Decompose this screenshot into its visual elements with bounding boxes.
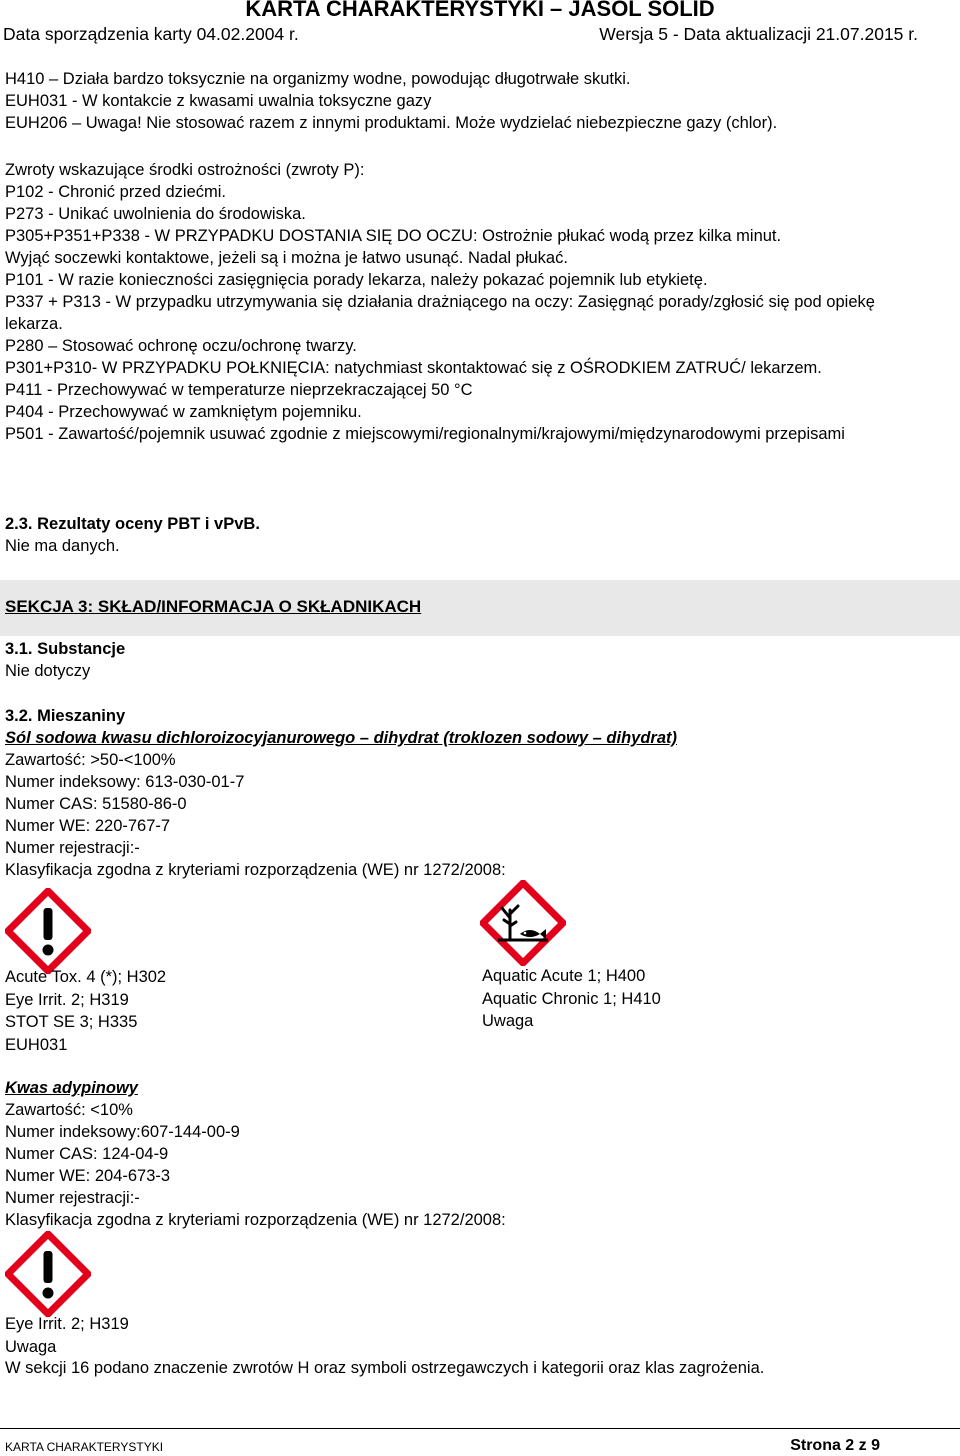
hazard-class: Eye Irrit. 2; H319 [5,990,129,1009]
p101: P101 - W razie konieczności zasięgnięcia porady lekarza, należy pokazać pojemnik lub etykietę. [5,271,708,289]
p305-line1: P305+P351+P338 - W PRZYPADKU DOSTANIA SIĘ DO OCZU: Ostrożnie płukać wodą przez kilka minut. [5,227,782,245]
footer-document-name: KARTA CHARAKTERYSTYKI [5,1440,164,1454]
substances-section [5,638,925,682]
exclamation-mark-icon [5,1231,91,1317]
component2-registration: Numer rejestracji:- [5,1189,140,1207]
p273: P273 - Unikać uwolnienia do środowiska. [5,205,306,223]
p102: P102 - Chronić przed dziećmi. [5,183,227,201]
hazard-statements [5,68,925,134]
hazard-h410: H410 – Działa bardzo toksycznie na organizmy wodne, powodując długotrwałe skutki. [5,70,631,88]
pbt-heading: 2.3. Rezultaty oceny PBT i vPvB. [5,515,260,533]
component2-name: Kwas adypinowy [5,1079,138,1097]
signal-word: Uwaga [5,1337,57,1356]
component1-name: Sól sodowa kwasu dichloroizocyjanurowego – dihydrat (troklozen sodowy – dihydrat) [5,729,678,747]
footer-divider [0,1428,960,1429]
p404: P404 - Przechowywać w zamkniętym pojemniku. [5,403,362,421]
component2-section [5,1077,925,1231]
component2-we: Numer WE: 204-673-3 [5,1167,171,1185]
component1-right-hazards [482,965,661,1033]
p301: P301+P310- W PRZYPADKU POŁKNIĘCIA: natychmiast skontaktować się z OŚRODKIEM ZATRUĆ/ lekarzem. [5,359,822,377]
component1-content: Zawartość: >50-<100% [5,751,176,769]
component2-cas: Numer CAS: 124-04-9 [5,1145,169,1163]
hazard-class: Aquatic Acute 1; H400 [482,967,646,985]
mixtures-section [5,705,925,881]
p280: P280 – Stosować ochronę oczu/ochronę twarzy. [5,337,357,355]
version-date: Wersja 5 - Data aktualizacji 21.07.2015 r. [599,24,918,44]
substances-text: Nie dotyczy [5,662,91,680]
exclamation-mark-icon [5,888,91,974]
signal-word: Uwaga [482,1012,534,1030]
component2-index: Numer indeksowy:607-144-00-9 [5,1123,240,1141]
pbt-section [5,513,925,557]
hazard-class: EUH031 [5,1035,68,1054]
p305-line2: Wyjąć soczewki kontaktowe, jeżeli są i można je łatwo usunąć. Nadal płukać. [5,249,568,267]
hazard-euh031: EUH031 - W kontakcie z kwasami uwalnia toksyczne gazy [5,92,432,110]
page-number: Strona 2 z 9 [790,1437,880,1454]
hazard-class: Aquatic Chronic 1; H410 [482,989,661,1008]
component2-content: Zawartość: <10% [5,1101,133,1119]
component1-registration: Numer rejestracji:- [5,839,140,857]
section16-note-block [5,1357,925,1379]
document-title: KARTA CHARAKTERYSTYKI – JASOL SOLID [245,0,715,21]
component1-left-hazards [5,966,166,1056]
substances-heading: 3.1. Substancje [5,640,126,658]
component1-cas: Numer CAS: 51580-86-0 [5,795,187,813]
component1-we: Numer WE: 220-767-7 [5,817,171,835]
precautionary-heading: Zwroty wskazujące środki ostrożności (zwroty P): [5,161,365,179]
environment-icon [480,880,566,966]
component2-hazards [5,1313,129,1358]
precautionary-statements [5,159,925,445]
hazard-euh206: EUH206 – Uwaga! Nie stosować razem z innymi produktami. Może wydzielać niebezpieczne gazy (chlor). [5,114,778,132]
p411: P411 - Przechowywać w temperaturze nieprzekraczającej 50 °C [5,381,473,399]
component1-index: Numer indeksowy: 613-030-01-7 [5,773,245,791]
component2-classification: Klasyfikacja zgodna z kryteriami rozporządzenia (WE) nr 1272/2008: [5,1211,506,1229]
section16-note: W sekcji 16 podano znaczenie zwrotów H oraz symboli ostrzegawczych i kategorii oraz klas zagrożenia. [5,1359,765,1377]
component1-classification: Klasyfikacja zgodna z kryteriami rozporządzenia (WE) nr 1272/2008: [5,861,506,879]
mixtures-heading: 3.2. Mieszaniny [5,707,126,725]
section3-title: SEKCJA 3: SKŁAD/INFORMACJA O SKŁADNIKACH [5,597,422,616]
creation-date: Data sporządzenia karty 04.02.2004 r. [3,24,299,44]
hazard-class: Eye Irrit. 2; H319 [5,1315,129,1333]
pbt-text: Nie ma danych. [5,537,120,555]
hazard-class: STOT SE 3; H335 [5,1013,138,1031]
hazard-class: Acute Tox. 4 (*); H302 [5,968,167,986]
p501: P501 - Zawartość/pojemnik usuwać zgodnie z miejscowymi/regionalnymi/krajowymi/międzynarodowymi przepisami [5,425,845,443]
p337: P337 + P313 - W przypadku utrzymywania się działania drażniącego na oczy: Zasięgnąć porady/zgłosić się pod opiekę lekarza. [5,293,875,333]
